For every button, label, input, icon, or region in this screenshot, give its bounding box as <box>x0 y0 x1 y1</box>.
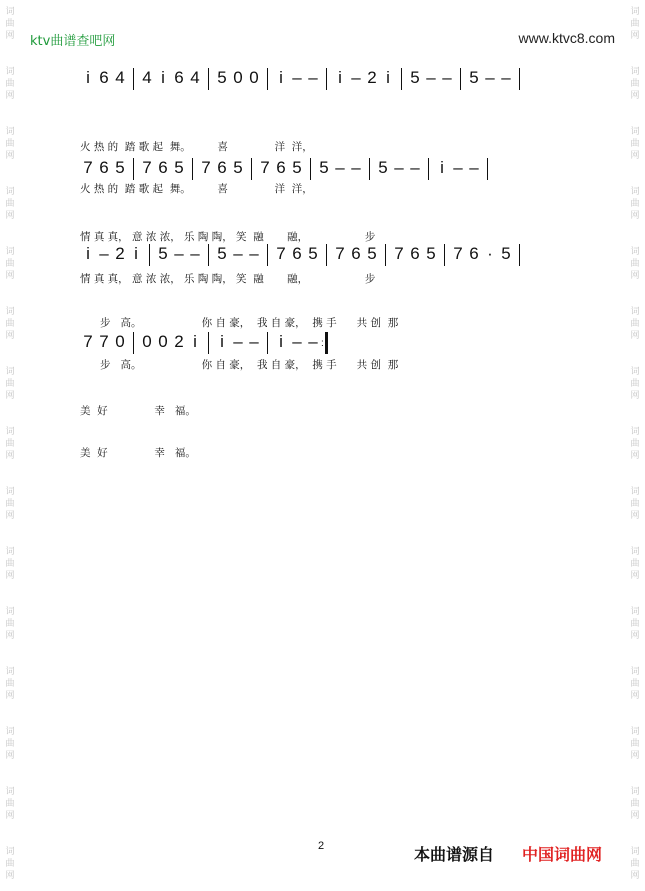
bar-line <box>149 244 150 266</box>
note: 6 <box>292 244 302 264</box>
note: 5 <box>217 68 227 88</box>
watermark-char: 网 <box>630 691 640 701</box>
note: 0 <box>233 68 243 88</box>
watermark-char: 网 <box>630 91 640 101</box>
bar-line <box>267 244 268 266</box>
measure <box>332 68 396 88</box>
measure <box>434 158 482 178</box>
watermark-char: 词 <box>630 787 640 797</box>
watermark-char: 网 <box>5 511 15 521</box>
note: i <box>386 68 390 88</box>
note: 5 <box>367 244 377 264</box>
note: 5 <box>308 244 318 264</box>
note: 7 <box>335 244 345 264</box>
bar-line <box>326 244 327 266</box>
watermark-char: 网 <box>630 151 640 161</box>
note: i <box>86 244 90 264</box>
note: 5 <box>410 68 420 88</box>
watermark-char: 曲 <box>5 79 15 89</box>
lyric-line-2: 火 热 的 踏 歌 起 舞。 喜 洋 洋， <box>80 183 313 195</box>
watermark-char: 词 <box>5 7 15 17</box>
final-bar-line <box>325 332 328 354</box>
note: 7 <box>99 332 109 352</box>
bar-line <box>401 68 402 90</box>
bar-line <box>428 158 429 180</box>
bar-line <box>310 158 311 180</box>
note: – <box>394 158 404 178</box>
note: 6 <box>276 158 286 178</box>
watermark-char: 曲 <box>5 19 15 29</box>
bar-line <box>208 244 209 266</box>
note: i <box>86 68 90 88</box>
note: – <box>233 332 243 352</box>
watermark-char: 网 <box>630 631 640 641</box>
watermark-char: 词 <box>5 127 15 137</box>
note: – <box>190 244 200 264</box>
measure <box>155 244 203 264</box>
watermark-char: 曲 <box>630 619 640 629</box>
note: – <box>292 68 302 88</box>
measure <box>80 244 144 264</box>
lyric-line-1: 火 热 的 踏 歌 起 舞。 喜 洋 洋， <box>80 141 313 153</box>
watermark-char: 曲 <box>5 379 15 389</box>
repeat-sign: : <box>321 337 324 349</box>
bar-line <box>267 68 268 90</box>
watermark-char: 词 <box>5 367 15 377</box>
notes-line <box>80 332 328 372</box>
note: – <box>249 332 259 352</box>
watermark-char: 网 <box>630 571 640 581</box>
note: 5 <box>319 158 329 178</box>
measure <box>273 68 321 88</box>
measure <box>80 68 128 88</box>
note: i <box>134 244 138 264</box>
watermark-char: 词 <box>630 67 640 77</box>
watermark-char: 曲 <box>630 19 640 29</box>
watermark-char: 词 <box>630 187 640 197</box>
measure <box>214 244 262 264</box>
watermark-char: 词 <box>630 127 640 137</box>
measure <box>139 68 203 88</box>
watermark-char: 曲 <box>630 799 640 809</box>
lyric-line-1: 步 高。 你 自 豪， 我 自 豪， 携 手 共 创 那 <box>80 317 399 329</box>
watermark-char: 词 <box>630 847 640 857</box>
note: 5 <box>115 158 125 178</box>
note: 7 <box>83 158 93 178</box>
page-number: 2 <box>318 840 325 852</box>
watermark-char: 曲 <box>630 199 640 209</box>
watermark-char: 曲 <box>630 319 640 329</box>
watermark-char: 曲 <box>5 259 15 269</box>
note: 6 <box>158 158 168 178</box>
bar-line <box>267 332 268 354</box>
watermark-char: 曲 <box>5 139 15 149</box>
note: 6 <box>99 158 109 178</box>
lyrics-verse <box>80 376 196 488</box>
note: – <box>351 68 361 88</box>
watermark-char: 词 <box>5 607 15 617</box>
bar-line <box>133 68 134 90</box>
note: 6 <box>469 244 479 264</box>
note: – <box>453 158 463 178</box>
watermark-char: 网 <box>5 91 15 101</box>
watermark-char: 曲 <box>5 319 15 329</box>
watermark-char: 网 <box>630 451 640 461</box>
watermark-char: 曲 <box>5 799 15 809</box>
watermark-char: 词 <box>630 667 640 677</box>
watermark-char: 词 <box>5 187 15 197</box>
note: – <box>426 68 436 88</box>
note: 6 <box>410 244 420 264</box>
watermark-char: 网 <box>630 811 640 821</box>
measure <box>214 68 262 88</box>
watermark-char: 词 <box>5 307 15 317</box>
watermark-char: 曲 <box>5 739 15 749</box>
bar-line <box>326 68 327 90</box>
note: 7 <box>201 158 211 178</box>
source-label: 本曲谱源自 <box>414 845 495 864</box>
watermark-char: 词 <box>5 847 15 857</box>
watermark-char: 词 <box>5 67 15 77</box>
notes-line <box>80 244 525 284</box>
watermark-char: 网 <box>5 631 15 641</box>
note: 5 <box>292 158 302 178</box>
measure <box>80 158 128 178</box>
measure <box>375 158 423 178</box>
watermark-char: 网 <box>630 211 640 221</box>
watermark-char: 曲 <box>5 499 15 509</box>
note: – <box>335 158 345 178</box>
note: · <box>487 244 493 264</box>
bar-line <box>133 158 134 180</box>
note: 7 <box>453 244 463 264</box>
note: 4 <box>115 68 125 88</box>
watermark-char: 词 <box>630 307 640 317</box>
watermark-char: 曲 <box>630 379 640 389</box>
watermark-char: 网 <box>630 31 640 41</box>
note: 5 <box>217 244 227 264</box>
watermark-char: 网 <box>5 571 15 581</box>
note: 5 <box>501 244 511 264</box>
watermark-char: 词 <box>5 427 15 437</box>
note: – <box>249 244 259 264</box>
note: 2 <box>367 68 377 88</box>
note: – <box>501 68 511 88</box>
watermark-char: 曲 <box>630 79 640 89</box>
note: 5 <box>469 68 479 88</box>
watermark-char: 词 <box>630 7 640 17</box>
note: 2 <box>115 244 125 264</box>
notes-line <box>80 68 525 108</box>
watermark-char: 词 <box>5 487 15 497</box>
watermark-char: 网 <box>5 871 15 881</box>
watermark-char: 曲 <box>5 619 15 629</box>
note: i <box>220 332 224 352</box>
watermark-char: 曲 <box>5 439 15 449</box>
bar-line <box>208 68 209 90</box>
watermark-char: 网 <box>5 271 15 281</box>
watermark-char: 网 <box>630 391 640 401</box>
bar-line <box>133 332 134 354</box>
note: 5 <box>174 158 184 178</box>
watermark-char: 词 <box>5 787 15 797</box>
watermark-char: 网 <box>5 331 15 341</box>
watermark-char: 曲 <box>630 679 640 689</box>
watermark-char: 网 <box>5 691 15 701</box>
note: 7 <box>276 244 286 264</box>
note: 2 <box>174 332 184 352</box>
watermark-char: 曲 <box>630 139 640 149</box>
watermark-char: 曲 <box>5 559 15 569</box>
note: 0 <box>249 68 259 88</box>
watermark-char: 网 <box>630 331 640 341</box>
source-site-link[interactable]: 中国词曲网 <box>522 845 603 864</box>
bar-line <box>519 68 520 90</box>
note: i <box>193 332 197 352</box>
note: – <box>308 68 318 88</box>
site-name: ktv曲谱查吧网 <box>30 34 116 49</box>
note: – <box>469 158 479 178</box>
note: 7 <box>260 158 270 178</box>
watermark-char: 网 <box>630 511 640 521</box>
measure <box>80 332 128 352</box>
note: – <box>351 158 361 178</box>
watermark-char: 网 <box>630 751 640 761</box>
bar-line <box>251 158 252 180</box>
watermark-char: 曲 <box>5 199 15 209</box>
watermark-char: 曲 <box>5 859 15 869</box>
note: 7 <box>83 332 93 352</box>
watermark-char: 网 <box>5 391 15 401</box>
note: – <box>442 68 452 88</box>
watermark-char: 曲 <box>5 679 15 689</box>
watermark-char: 网 <box>5 751 15 761</box>
note: 6 <box>351 244 361 264</box>
bar-line <box>369 158 370 180</box>
bar-line <box>487 158 488 180</box>
watermark-char: 词 <box>5 547 15 557</box>
note: 4 <box>142 68 152 88</box>
measure <box>450 244 514 264</box>
watermark-char: 词 <box>630 247 640 257</box>
watermark-char: 网 <box>5 451 15 461</box>
measure <box>332 244 380 264</box>
watermark-char: 曲 <box>630 859 640 869</box>
watermark-char: 曲 <box>630 739 640 749</box>
note: 7 <box>394 244 404 264</box>
watermark-char: 曲 <box>630 559 640 569</box>
lyric-line-2: 美 好 幸 福。 <box>80 447 196 459</box>
watermark-char: 网 <box>630 271 640 281</box>
note: i <box>279 332 283 352</box>
watermark-char: 词 <box>630 727 640 737</box>
watermark-char: 词 <box>630 367 640 377</box>
watermark-char: 词 <box>5 667 15 677</box>
measure <box>139 158 187 178</box>
note: 0 <box>115 332 125 352</box>
watermark-char: 词 <box>630 547 640 557</box>
notes-line <box>80 158 493 198</box>
note: – <box>410 158 420 178</box>
watermark-char: 词 <box>630 487 640 497</box>
watermark-char: 网 <box>5 211 15 221</box>
note: 5 <box>233 158 243 178</box>
score-row-4 <box>80 332 571 459</box>
note: i <box>338 68 342 88</box>
measure <box>316 158 364 178</box>
note: i <box>440 158 444 178</box>
measure <box>273 332 321 352</box>
note: – <box>99 244 109 264</box>
bar-line <box>460 68 461 90</box>
note: 5 <box>426 244 436 264</box>
measure <box>273 244 321 264</box>
note: 5 <box>158 244 168 264</box>
watermark-char: 网 <box>630 871 640 881</box>
watermark-char: 词 <box>5 727 15 737</box>
note: – <box>292 332 302 352</box>
watermark-char: 曲 <box>630 499 640 509</box>
note: 6 <box>217 158 227 178</box>
lyric-line-1: 美 好 幸 福。 <box>80 405 196 417</box>
note: 4 <box>190 68 200 88</box>
note: – <box>233 244 243 264</box>
site-url: www.ktvc8.com <box>518 30 615 46</box>
bar-line <box>519 244 520 266</box>
note: 6 <box>99 68 109 88</box>
measure <box>214 332 262 352</box>
note: – <box>308 332 318 352</box>
lyric-line-1: 情 真 真， 意 浓 浓， 乐 陶 陶， 笑 融 融， 步 <box>80 231 376 243</box>
watermark-char: 网 <box>5 31 15 41</box>
bar-line <box>444 244 445 266</box>
watermark-char: 曲 <box>630 439 640 449</box>
bar-line <box>208 332 209 354</box>
watermark-char: 曲 <box>630 259 640 269</box>
note: 7 <box>142 158 152 178</box>
note: 0 <box>158 332 168 352</box>
bar-line <box>192 158 193 180</box>
note: 6 <box>174 68 184 88</box>
note: 5 <box>378 158 388 178</box>
watermark-char: 网 <box>5 151 15 161</box>
measure <box>391 244 439 264</box>
watermark-char: 词 <box>5 247 15 257</box>
note: 0 <box>142 332 152 352</box>
watermark-char: 网 <box>5 811 15 821</box>
note: – <box>485 68 495 88</box>
measure <box>139 332 203 352</box>
bar-line <box>385 244 386 266</box>
lyric-line-2: 情 真 真， 意 浓 浓， 乐 陶 陶， 笑 融 融， 步 <box>80 273 376 285</box>
measure <box>407 68 455 88</box>
watermark-char: 词 <box>630 427 640 437</box>
note: i <box>279 68 283 88</box>
watermark-char: 词 <box>630 607 640 617</box>
measure <box>257 158 305 178</box>
measure <box>198 158 246 178</box>
measure <box>466 68 514 88</box>
note: i <box>161 68 165 88</box>
note: – <box>174 244 184 264</box>
lyric-line-2: 步 高。 你 自 豪， 我 自 豪， 携 手 共 创 那 <box>80 359 399 371</box>
